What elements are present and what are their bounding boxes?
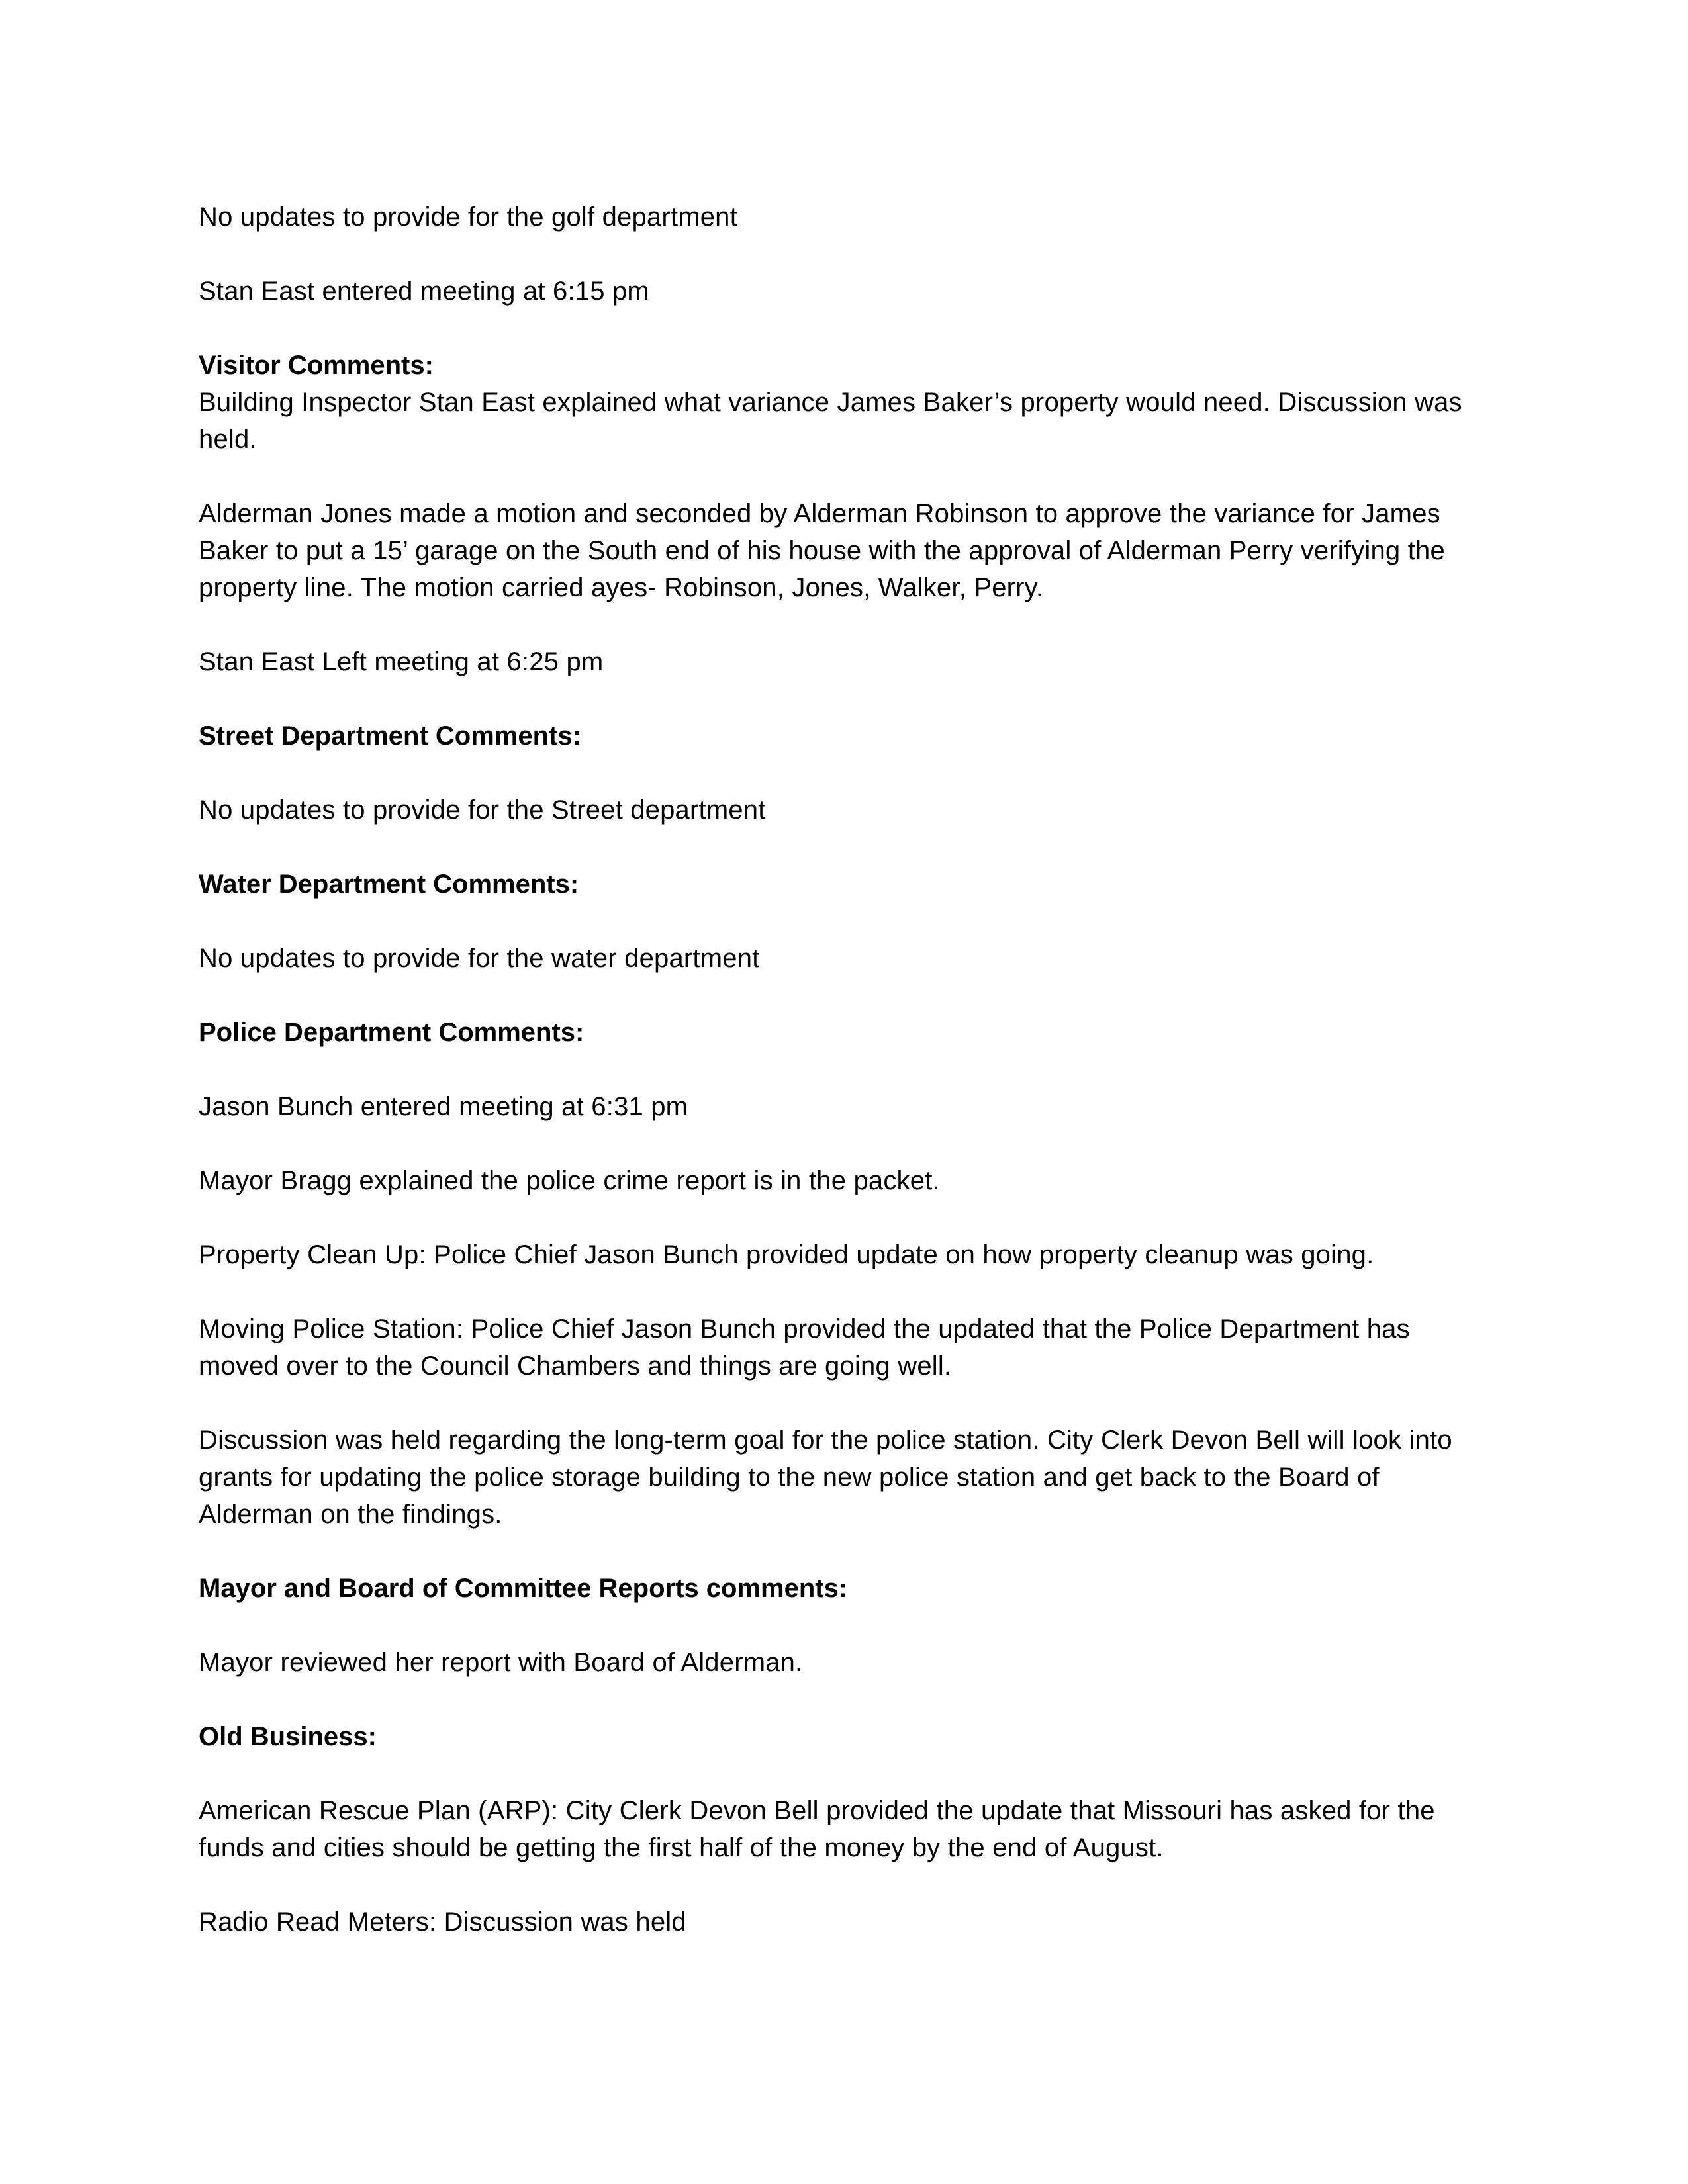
water-department-heading: Water Department Comments: [199,870,579,899]
moving-police-station-update: Moving Police Station: Police Chief Jason Bunch provided the updated that the Police Department has moved over to the Council Chambers and things are going well. [199,1314,1410,1381]
variance-motion-text: Alderman Jones made a motion and seconded by Alderman Robinson to approve the variance for James Baker to put a 15’ garage on the South end of his house with the approval of Alderman Perry verifying the property line. The motion carried ayes- Robinson, Jones, Walker, Perry. [199,499,1445,602]
document-page [199,199,1489,1978]
mayor-report-note: Mayor reviewed her report with Board of Alderman. [199,1648,803,1677]
police-station-discussion: Discussion was held regarding the long-term goal for the police station. City Clerk Devon Bell will look into grants for updating the police storage building to the new police station and get back to the Board of Alderman on the findings. [199,1426,1452,1529]
street-department-update: No updates to provide for the Street department [199,796,766,825]
crime-report-note: Mayor Bragg explained the police crime report is in the packet. [199,1166,940,1195]
arp-update: American Rescue Plan (ARP): City Clerk Devon Bell provided the update that Missouri has asked for the funds and cities should be getting the first half of the money by the end of August. [199,1796,1435,1862]
golf-department-update: No updates to provide for the golf department [199,203,737,232]
stan-east-left-note: Stan East Left meeting at 6:25 pm [199,647,604,676]
jason-bunch-entered-note: Jason Bunch entered meeting at 6:31 pm [199,1092,688,1121]
visitor-comments-heading: Visitor Comments: [199,351,434,380]
old-business-heading: Old Business: [199,1722,377,1751]
street-department-heading: Street Department Comments: [199,721,581,751]
radio-read-meters-note: Radio Read Meters: Discussion was held [199,1907,686,1936]
water-department-update: No updates to provide for the water department [199,944,760,973]
visitor-comments-text: Building Inspector Stan East explained what variance James Baker’s property would need. Discussion was held. [199,388,1462,454]
property-cleanup-update: Property Clean Up: Police Chief Jason Bunch provided update on how property cleanup was going. [199,1240,1374,1269]
mayor-board-reports-heading: Mayor and Board of Committee Reports comments: [199,1574,848,1603]
police-department-heading: Police Department Comments: [199,1018,585,1047]
stan-east-entered-note: Stan East entered meeting at 6:15 pm [199,277,649,306]
